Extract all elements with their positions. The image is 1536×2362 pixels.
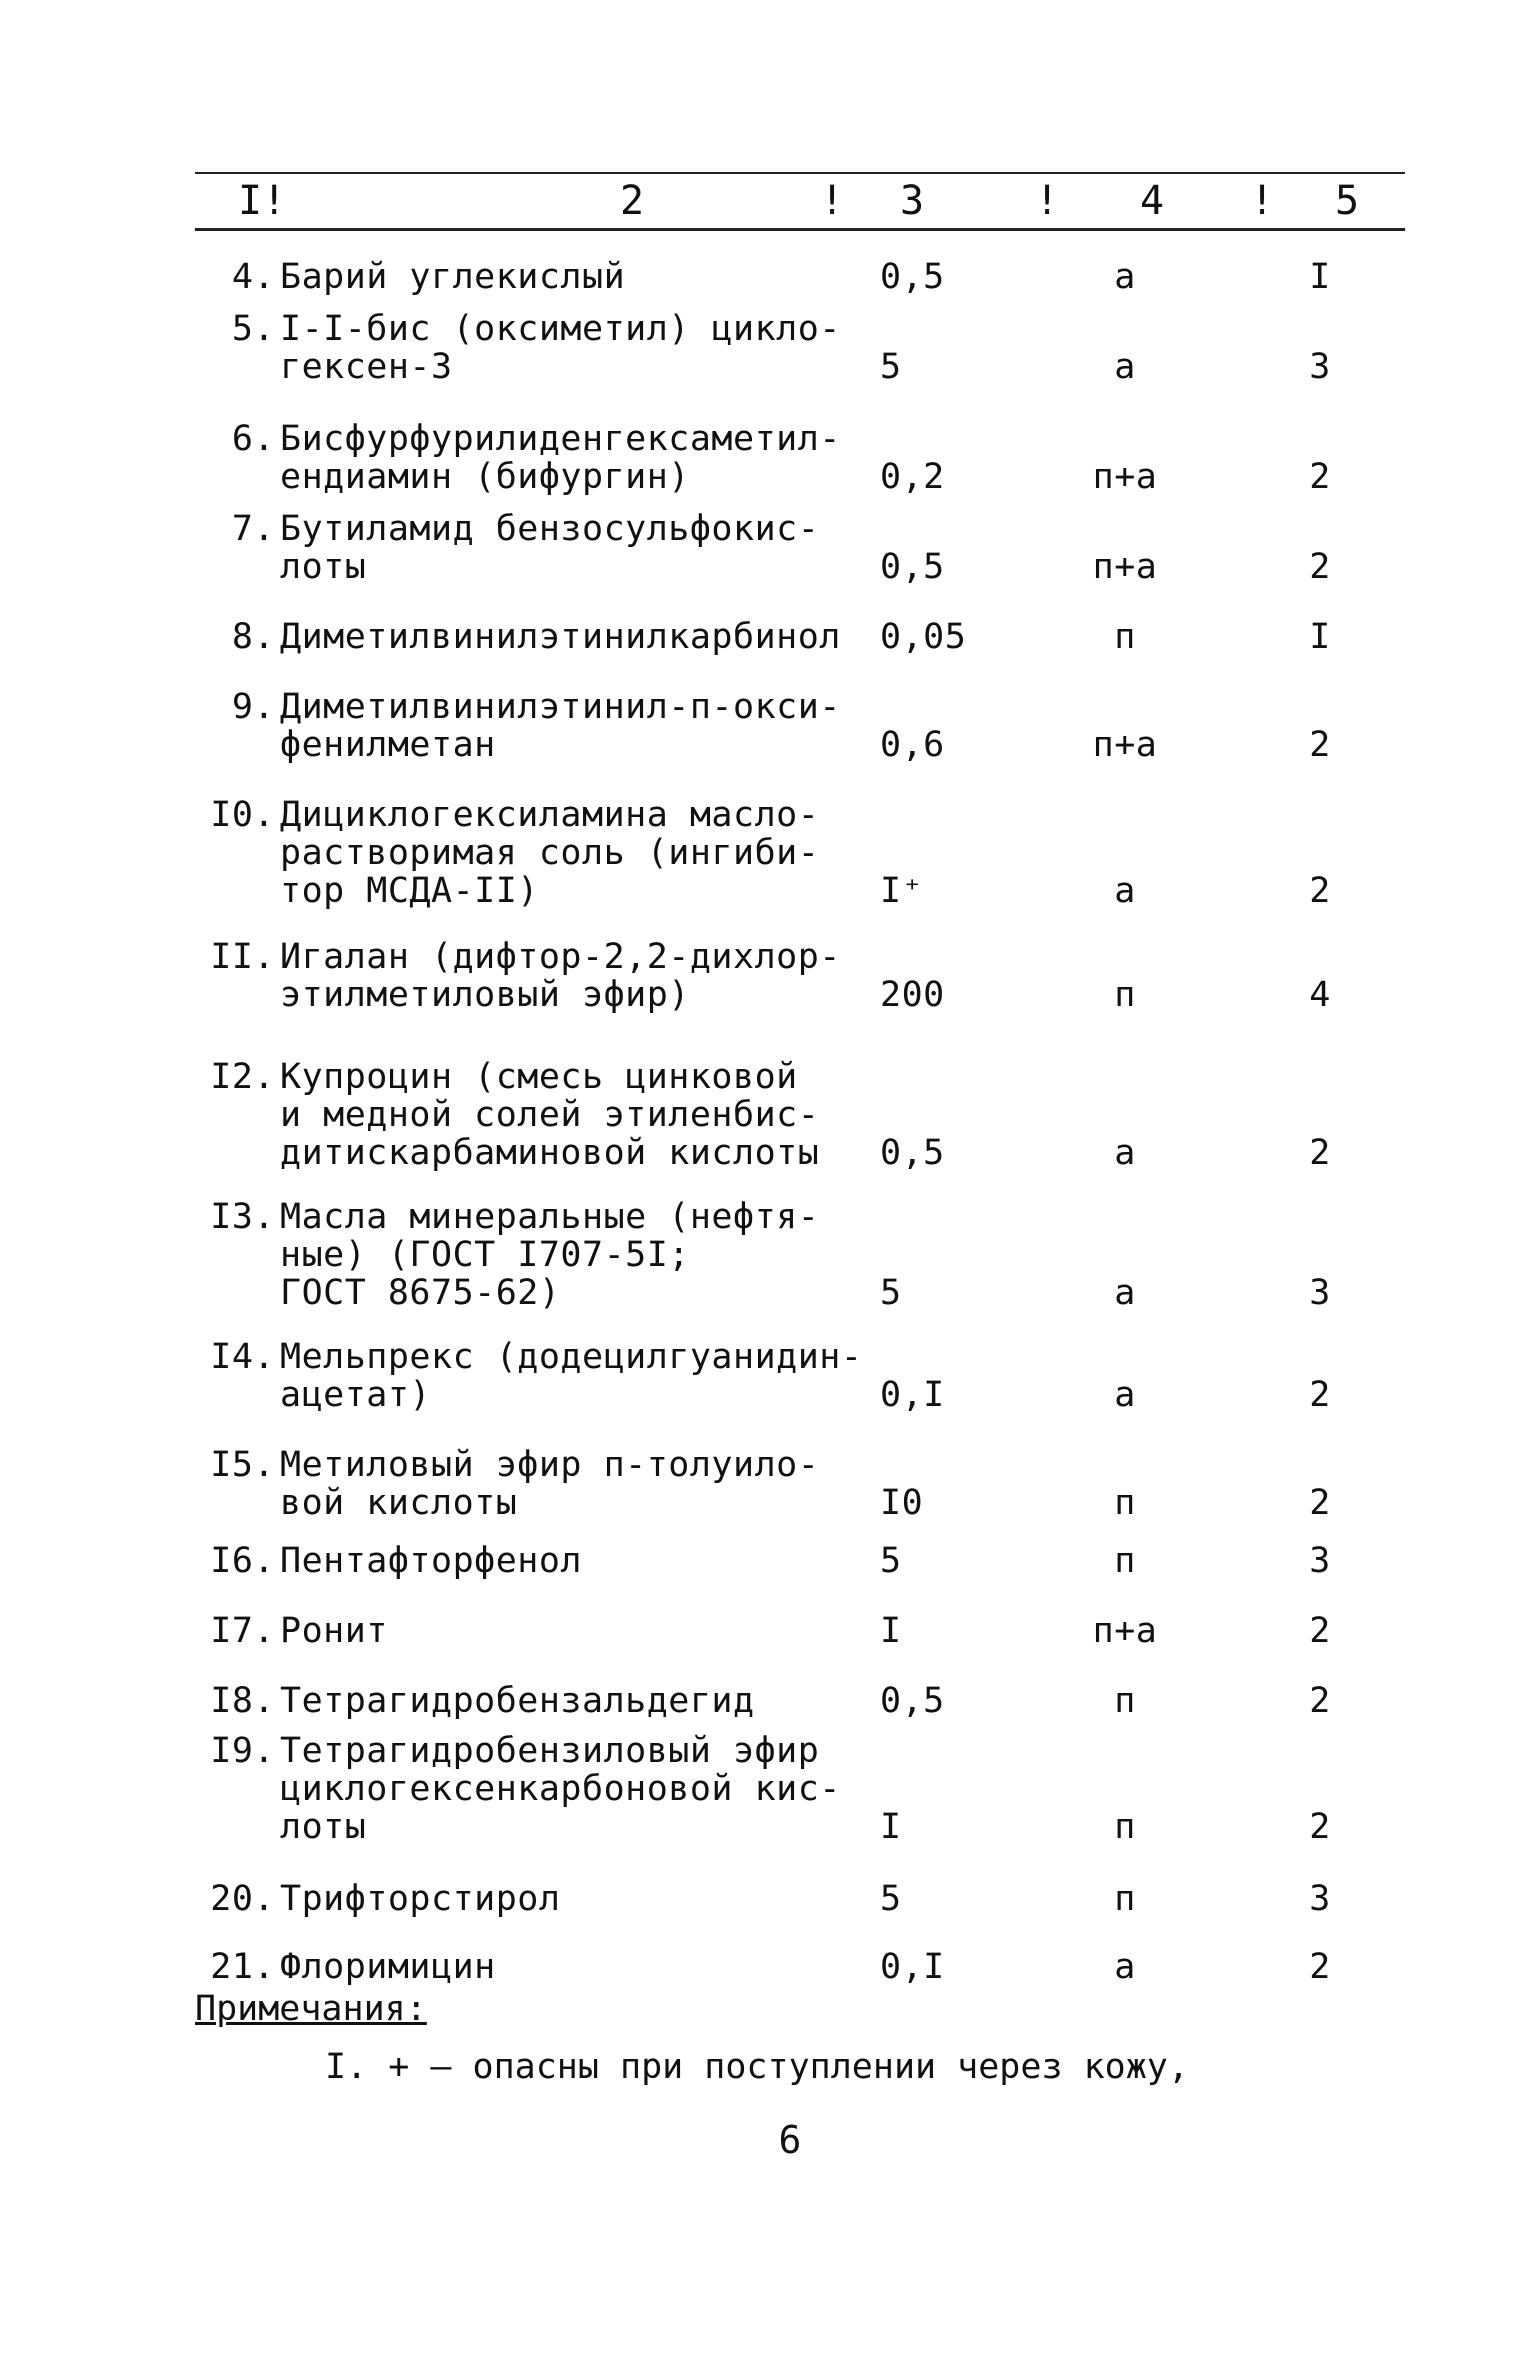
header-col-4: 4 [1140,178,1165,224]
concentration-value: 5 [880,1541,902,1581]
aggregate-state: а [1114,1375,1136,1415]
substance-name: Трифторстирол [280,1879,561,1919]
row-number: 20. [210,1879,275,1919]
substance-name: Диметилвинилэтинил-п-окси- фенилметан [280,687,841,765]
aggregate-state: а [1114,1273,1136,1313]
substance-name: Бутиламид бензосульфокис- лоты [280,509,820,587]
row-number: I9. [210,1731,275,1771]
aggregate-state: п [1114,1807,1136,1847]
substance-name: Ронит [280,1611,388,1651]
concentration-value: 0,5 [880,1133,945,1173]
aggregate-state: а [1114,871,1136,911]
substance-name: Тетрагидробензальдегид [280,1681,755,1721]
concentration-value: I⁺ [880,871,924,911]
header-col-2: 2 [620,178,645,224]
concentration-value: I [880,1611,902,1651]
page-number: 6 [778,2118,802,2162]
aggregate-state: п [1114,617,1136,657]
substance-name: Бисфурфурилиденгексаметил- ендиамин (бифургин) [280,419,841,497]
row-number: I5. [210,1445,275,1485]
substance-name: Диметилвинилэтинилкарбинол [280,617,841,657]
aggregate-state: п [1114,1483,1136,1523]
hazard-class: 3 [1309,1273,1331,1313]
aggregate-state: п [1114,1879,1136,1919]
note-line: I. + — опасны при поступлении через кожу, [325,2047,1189,2087]
aggregate-state: а [1114,347,1136,387]
hazard-class: 2 [1309,1133,1331,1173]
substance-name: I-I-бис (оксиметил) цикло- гексен-3 [280,309,841,387]
substance-name: Мельпрекс (додецилгуанидин- ацетат) [280,1337,863,1415]
substance-name: Масла минеральные (нефтя- ные) (ГОСТ I707-5I; ГОСТ 8675-62) [280,1197,820,1313]
header-separator: ! [1035,178,1060,224]
substance-name: Купроцин (смесь цинковой и медной солей этиленбис- дитискарбаминовой кислоты [280,1057,820,1173]
hazard-class: 2 [1309,1681,1331,1721]
row-number: 21. [210,1947,275,1987]
hazard-class: 2 [1309,1947,1331,1987]
concentration-value: 0,I [880,1375,945,1415]
row-number: I8. [210,1681,275,1721]
aggregate-state: п+а [1092,547,1158,587]
concentration-value: 0,05 [880,617,967,657]
row-number: 5. [231,309,275,349]
hazard-class: 2 [1309,1375,1331,1415]
concentration-value: I0 [880,1483,924,1523]
hazard-class: 2 [1309,457,1331,497]
header-col-1: I! [238,178,287,224]
hazard-class: 3 [1309,1879,1331,1919]
table-header-rule [195,228,1405,231]
concentration-value: 0,5 [880,257,945,297]
hazard-class: 3 [1309,347,1331,387]
aggregate-state: п+а [1092,457,1158,497]
concentration-value: 5 [880,1273,902,1313]
row-number: I2. [210,1057,275,1097]
substance-name: Пентафторфенол [280,1541,583,1581]
row-number: I0. [210,795,275,835]
substance-name: Метиловый эфир п-толуило- вой кислоты [280,1445,820,1523]
notes-title: Примечания: [195,1989,427,2029]
hazard-class: 2 [1309,725,1331,765]
row-number: I4. [210,1337,275,1377]
aggregate-state: п [1114,1681,1136,1721]
concentration-value: 0,6 [880,725,945,765]
aggregate-state: п+а [1092,1611,1158,1651]
hazard-class: I [1309,617,1331,657]
aggregate-state: а [1114,1947,1136,1987]
table-header [0,178,1536,224]
table-top-rule [195,172,1405,174]
row-number: I3. [210,1197,275,1237]
concentration-value: 0,5 [880,1681,945,1721]
row-number: 7. [231,509,275,549]
row-number: 4. [231,257,275,297]
aggregate-state: п+а [1092,725,1158,765]
header-col-5: 5 [1335,178,1360,224]
hazard-class: 2 [1309,547,1331,587]
substance-name: Флоримицин [280,1947,496,1987]
header-separator: ! [820,178,845,224]
hazard-class: I [1309,257,1331,297]
row-number: 9. [231,687,275,727]
concentration-value: 5 [880,347,902,387]
row-number: I6. [210,1541,275,1581]
substance-name: Дициклогексиламина масло- растворимая соль (ингиби- тор МСДА-II) [280,795,820,911]
row-number: II. [210,937,275,977]
hazard-class: 2 [1309,1807,1331,1847]
hazard-class: 3 [1309,1541,1331,1581]
aggregate-state: п [1114,975,1136,1015]
row-number: I7. [210,1611,275,1651]
substance-name: Игалан (дифтор-2,2-дихлор- этилметиловый эфир) [280,937,841,1015]
substance-name: Барий углекислый [280,257,626,297]
aggregate-state: а [1114,1133,1136,1173]
header-separator: ! [1250,178,1275,224]
aggregate-state: а [1114,257,1136,297]
concentration-value: I [880,1807,902,1847]
row-number: 6. [231,419,275,459]
concentration-value: 0,5 [880,547,945,587]
hazard-class: 2 [1309,1611,1331,1651]
substance-name: Тетрагидробензиловый эфир циклогексенкарбоновой кис- лоты [280,1731,841,1847]
row-number: 8. [231,617,275,657]
hazard-class: 4 [1309,975,1331,1015]
aggregate-state: п [1114,1541,1136,1581]
concentration-value: 200 [880,975,945,1015]
concentration-value: 0,I [880,1947,945,1987]
concentration-value: 5 [880,1879,902,1919]
concentration-value: 0,2 [880,457,945,497]
hazard-class: 2 [1309,1483,1331,1523]
header-col-3: 3 [900,178,925,224]
hazard-class: 2 [1309,871,1331,911]
